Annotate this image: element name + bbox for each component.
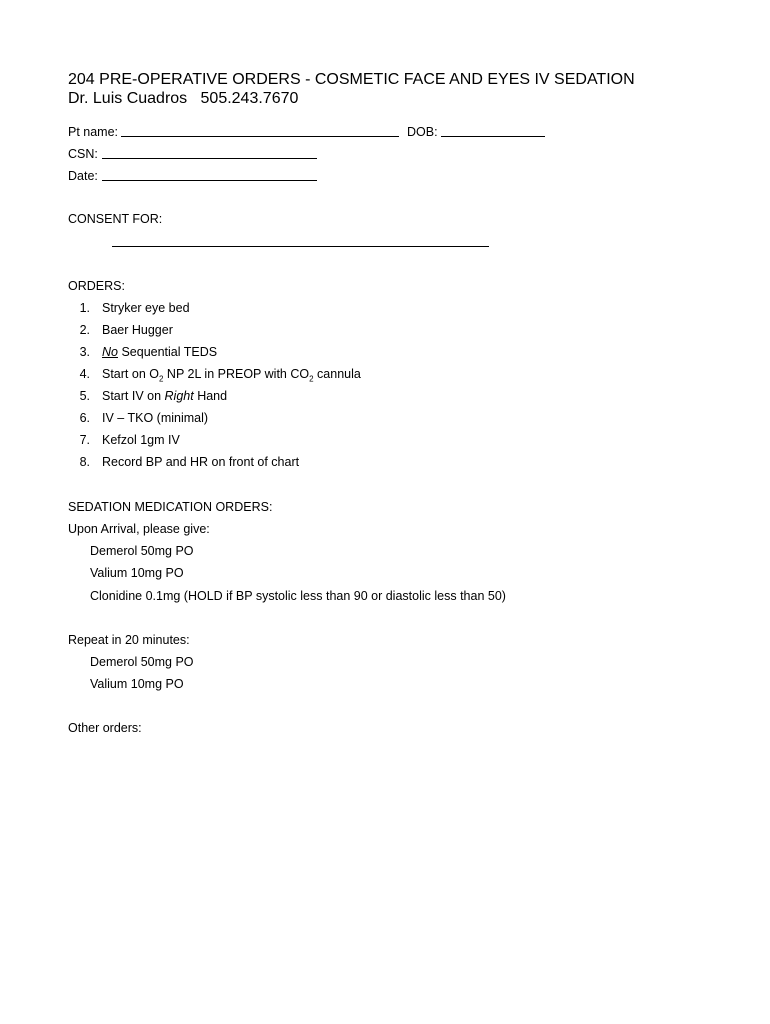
doctor-phone: 505.243.7670 [200, 90, 299, 107]
dob-field[interactable] [441, 136, 545, 137]
csn-label: CSN: [68, 147, 98, 161]
order-item: 1. Stryker eye bed [79, 301, 190, 315]
pt-name-label: Pt name: [68, 125, 119, 139]
medication-item: Clonidine 0.1mg (HOLD if BP systolic less than 90 or diastolic less than 50) [90, 589, 506, 603]
repeat-label: Repeat in 20 minutes: [68, 633, 190, 647]
csn-field[interactable] [102, 158, 317, 159]
arrival-label: Upon Arrival, please give: [68, 522, 210, 536]
medication-item: Valium 10mg PO [90, 677, 184, 691]
consent-field[interactable] [112, 246, 489, 247]
consent-label: CONSENT FOR: [68, 212, 163, 226]
date-field[interactable] [102, 180, 317, 181]
doctor-line [68, 89, 298, 109]
medication-item: Demerol 50mg PO [90, 655, 194, 669]
other-orders-label: Other orders: [68, 721, 142, 735]
order-item: 4. Start on $O_2$ NP 2L in PREOP with $CO_2$ cannula [79, 367, 361, 384]
date-label: Date: [68, 169, 98, 183]
order-item: 2. Baer Hugger [79, 323, 173, 337]
right-emphasis: Right [164, 389, 194, 403]
document-title: 204 PRE-OPERATIVE ORDERS - COSMETIC FACE AND EYES IV SEDATION [68, 71, 635, 88]
no-emphasis: No [102, 345, 118, 359]
orders-heading: ORDERS: [68, 279, 125, 293]
order-item: 5. Start IV on Right Hand [79, 389, 228, 403]
order-item: 8. Record BP and HR on front of chart [79, 455, 300, 469]
sedation-heading: SEDATION MEDICATION ORDERS: [68, 500, 273, 514]
order-item: 3. No Sequential TEDS [79, 345, 218, 359]
dob-label: DOB: [407, 125, 438, 139]
order-item: 6. IV – TKO (minimal) [79, 411, 209, 425]
pt-name-field[interactable] [121, 136, 399, 137]
medication-item: Valium 10mg PO [90, 566, 184, 580]
doctor-name: Dr. Luis Cuadros [68, 90, 188, 107]
medication-item: Demerol 50mg PO [90, 544, 194, 558]
order-item: 7. Kefzol 1gm IV [79, 433, 180, 447]
